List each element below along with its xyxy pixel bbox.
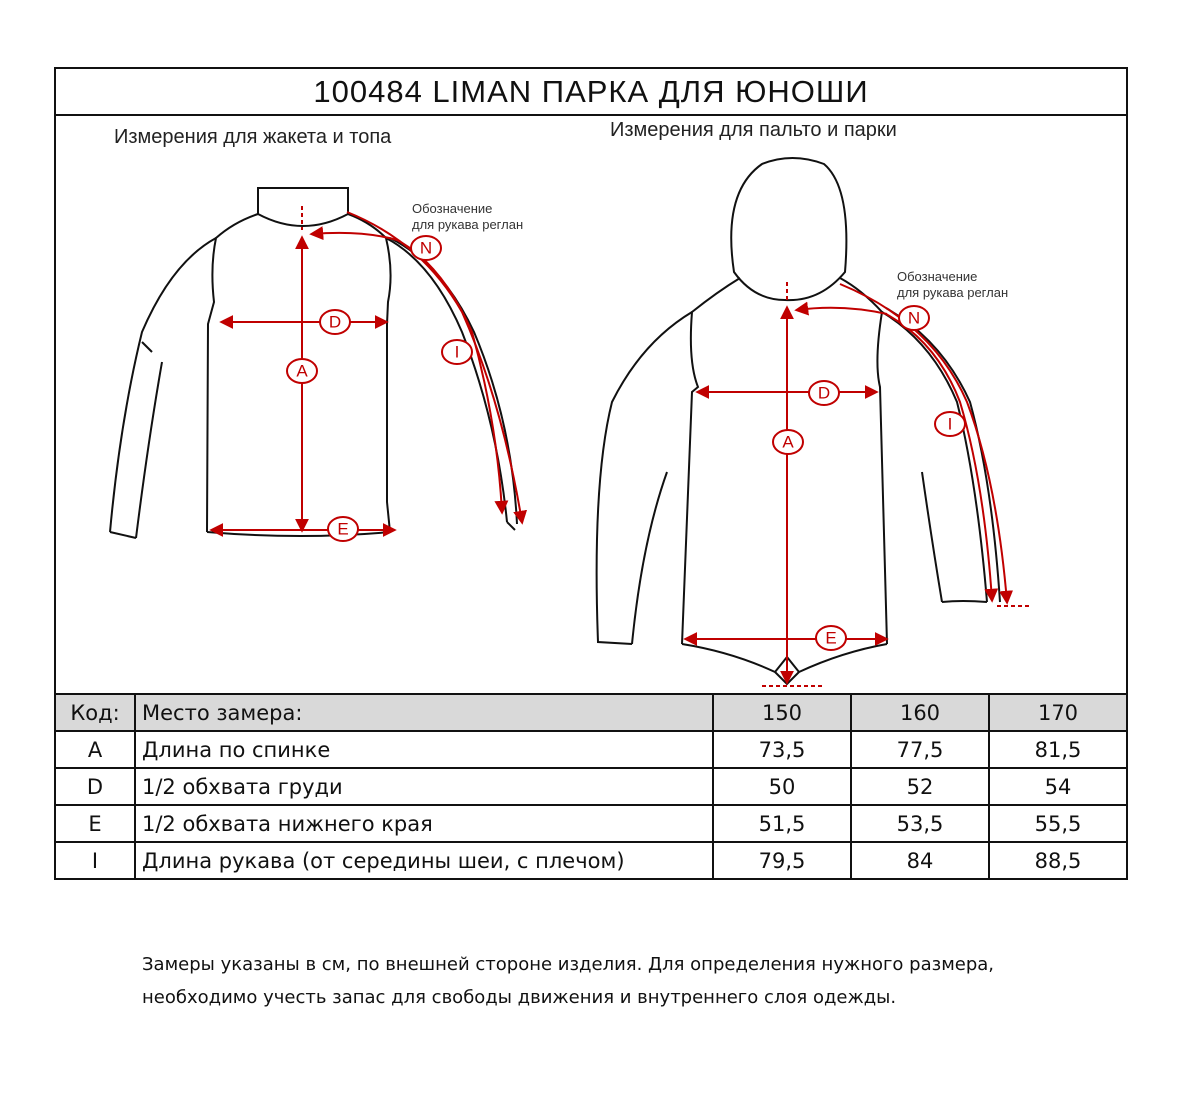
row-value: 53,5: [851, 805, 989, 842]
row-code: I: [56, 842, 135, 878]
table-row: [56, 842, 1126, 878]
header-size-170: 170: [989, 694, 1126, 731]
svg-text:E: E: [825, 628, 837, 648]
footnote-line-2: необходимо учесть запас для свободы движения и внутреннего слоя одежды.: [142, 987, 897, 1008]
table-row: [56, 768, 1126, 805]
row-value: 77,5: [851, 731, 989, 768]
row-value: 52: [851, 768, 989, 805]
svg-text:A: A: [296, 361, 308, 381]
marker-a-jacket: [287, 359, 317, 383]
row-code: D: [56, 768, 135, 805]
row-value: 79,5: [713, 842, 851, 878]
row-place: Длина рукава (от середины шеи, с плечом): [135, 842, 713, 878]
marker-n-parka: [899, 306, 929, 330]
svg-text:D: D: [817, 383, 831, 403]
table-row: [56, 731, 1126, 768]
svg-text:I: I: [454, 342, 460, 362]
table-row: [56, 805, 1126, 842]
svg-text:N: N: [907, 308, 921, 328]
size-chart-sheet: [54, 67, 1128, 880]
svg-text:для рукава реглан: для рукава реглан: [412, 217, 524, 232]
svg-text:D: D: [328, 312, 342, 332]
marker-a-parka: [773, 430, 803, 454]
row-place: 1/2 обхвата нижнего края: [135, 805, 713, 842]
row-code: E: [56, 805, 135, 842]
svg-text:Обозначение: Обозначение: [412, 201, 493, 216]
header-size-150: 150: [713, 694, 851, 731]
raglan-note-parka: [897, 269, 1008, 300]
marker-i-jacket: [442, 340, 472, 364]
svg-text:A: A: [782, 432, 794, 452]
row-place: 1/2 обхвата груди: [135, 768, 713, 805]
size-table: [56, 693, 1126, 878]
caption-jacket: Измерения для жакета и топа: [114, 126, 392, 148]
marker-e-parka: [816, 626, 846, 650]
raglan-note-jacket: [412, 201, 523, 232]
row-value: 51,5: [713, 805, 851, 842]
measurement-drawings: [56, 116, 1126, 693]
marker-d-jacket: [320, 310, 350, 334]
table-header-row: [56, 694, 1126, 731]
svg-text:Обозначение: Обозначение: [897, 269, 978, 284]
row-value: 73,5: [713, 731, 851, 768]
row-value: 88,5: [989, 842, 1126, 878]
header-size-160: 160: [851, 694, 989, 731]
row-value: 55,5: [989, 805, 1126, 842]
svg-text:I: I: [947, 414, 953, 434]
row-code: A: [56, 731, 135, 768]
svg-text:для рукава реглан: для рукава реглан: [897, 285, 1009, 300]
row-place: Длина по спинке: [135, 731, 713, 768]
row-value: 54: [989, 768, 1126, 805]
footnote-line-1: Замеры указаны в см, по внешней стороне изделия. Для определения нужного размера,: [142, 954, 995, 975]
marker-n-jacket: [411, 236, 441, 260]
svg-text:N: N: [419, 238, 433, 258]
footnote: [142, 948, 1102, 1014]
chart-title: 100484 LIMAN ПАРКА ДЛЯ ЮНОШИ: [56, 69, 1126, 116]
parka-measurements: [686, 282, 1032, 686]
row-value: 81,5: [989, 731, 1126, 768]
marker-d-parka: [809, 381, 839, 405]
marker-e-jacket: [328, 517, 358, 541]
svg-text:E: E: [337, 519, 349, 539]
header-place: Место замера:: [135, 694, 713, 731]
caption-parka: Измерения для пальто и парки: [610, 119, 897, 141]
header-code: Код:: [56, 694, 135, 731]
row-value: 50: [713, 768, 851, 805]
marker-i-parka: [935, 412, 965, 436]
row-value: 84: [851, 842, 989, 878]
garment-sketches: [2, 2, 1200, 702]
